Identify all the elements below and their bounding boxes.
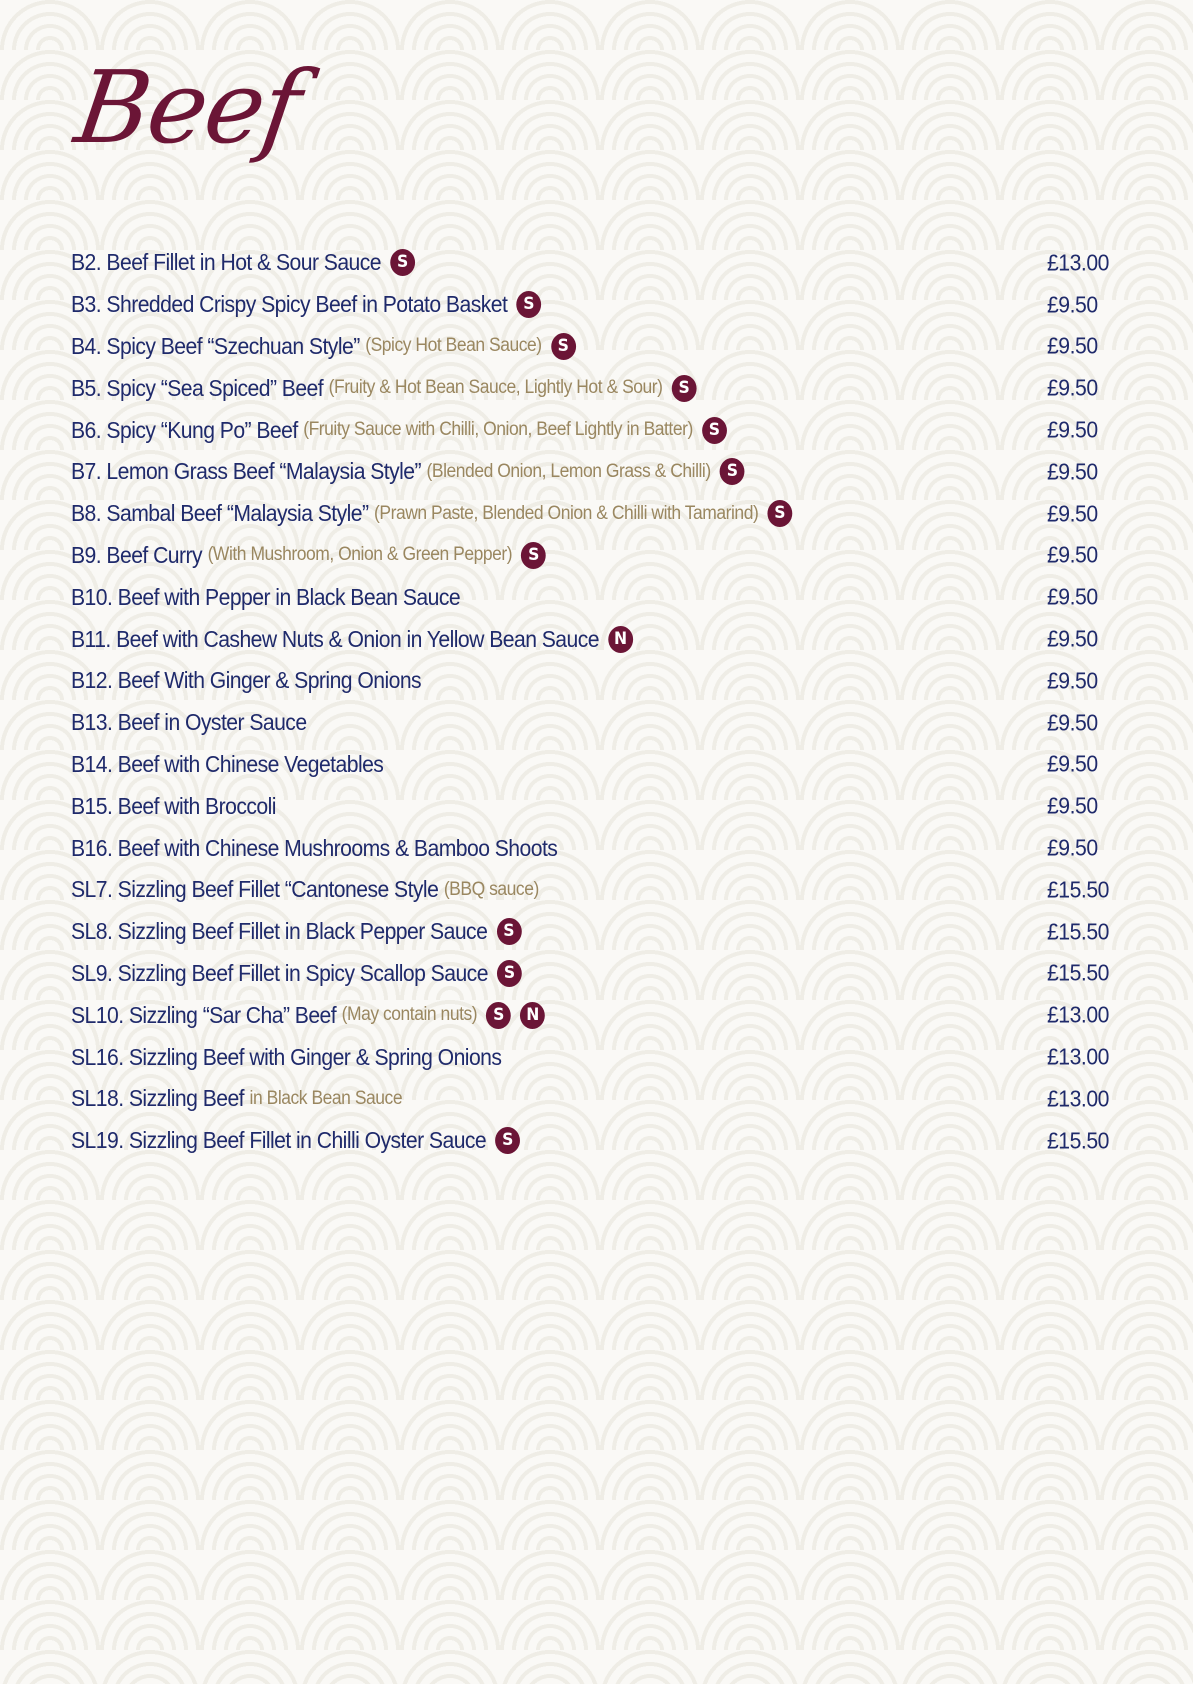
menu-item-name-group xyxy=(71,1002,545,1029)
menu-item-name-group xyxy=(71,500,792,527)
menu-item-name: SL8. Sizzling Beef Fillet in Black Pepper Sauce xyxy=(71,918,488,945)
menu-item-name-group xyxy=(71,626,633,653)
menu-item xyxy=(71,953,1121,995)
menu-item-name-group xyxy=(71,333,576,360)
menu-item xyxy=(71,785,1121,827)
spicy-badge-icon: S xyxy=(486,1002,511,1029)
menu-item-name-group xyxy=(71,960,522,987)
menu-item-price: £9.50 xyxy=(1047,374,1098,401)
menu-item-name: B8. Sambal Beef “Malaysia Style” xyxy=(71,500,369,527)
menu-item-name: B5. Spicy “Sea Spiced” Beef xyxy=(71,374,324,401)
menu-item xyxy=(71,702,1121,744)
menu-item-price: £9.50 xyxy=(1047,416,1098,443)
menu-item xyxy=(71,1036,1121,1078)
spicy-badge-icon: S xyxy=(497,918,522,945)
menu-item-name: B11. Beef with Cashew Nuts & Onion in Yellow Bean Sauce xyxy=(71,625,599,652)
menu-item-price: £13.00 xyxy=(1047,249,1109,276)
menu-item xyxy=(71,367,1121,409)
menu-item-price: £9.50 xyxy=(1047,709,1098,736)
spicy-badge-icon: S xyxy=(672,375,697,402)
menu-item-name-group xyxy=(71,1044,501,1071)
menu-item-name: B6. Spicy “Kung Po” Beef xyxy=(71,416,298,443)
menu-item-price: £9.50 xyxy=(1047,541,1098,568)
menu-item xyxy=(71,493,1121,535)
menu-item-name: B9. Beef Curry xyxy=(71,541,203,568)
menu-item-price: £15.50 xyxy=(1047,918,1109,945)
menu-item xyxy=(71,326,1121,368)
menu-item-name: B12. Beef With Ginger & Spring Onions xyxy=(71,667,422,694)
menu-item-name: B4. Spicy Beef “Szechuan Style” xyxy=(71,332,360,359)
menu-item-note: (Spicy Hot Bean Sauce) xyxy=(365,335,542,357)
menu-item-name-group xyxy=(71,1127,520,1154)
menu-item xyxy=(71,451,1121,493)
menu-item xyxy=(71,1078,1121,1120)
menu-item-note: in Black Bean Sauce xyxy=(249,1087,403,1109)
menu-item-name-group xyxy=(71,417,727,444)
menu-item-name-group xyxy=(71,751,383,778)
menu-item-price: £9.50 xyxy=(1047,792,1098,819)
menu-item-price: £15.50 xyxy=(1047,959,1109,986)
menu-item-price: £15.50 xyxy=(1047,1127,1109,1154)
spicy-badge-icon: S xyxy=(702,417,727,444)
menu-item-name-group xyxy=(71,542,546,569)
menu-item-note: (Fruity Sauce with Chilli, Onion, Beef Lightly in Batter) xyxy=(303,419,693,441)
menu-item-name-group xyxy=(71,458,745,485)
spicy-badge-icon: S xyxy=(720,458,745,485)
menu-item-name: B16. Beef with Chinese Mushrooms & Bamboo Shoots xyxy=(71,834,558,861)
spicy-badge-icon: S xyxy=(390,249,415,276)
spicy-badge-icon: S xyxy=(521,542,546,569)
menu-item-name: B10. Beef with Pepper in Black Bean Sauce xyxy=(71,583,461,610)
menu-item xyxy=(71,409,1121,451)
menu-item xyxy=(71,618,1121,660)
menu-item-price: £13.00 xyxy=(1047,1043,1109,1070)
section-title: Beef xyxy=(68,49,307,166)
menu-item xyxy=(71,535,1121,577)
menu-item-price: £13.00 xyxy=(1047,1085,1109,1112)
menu-item-note: (Blended Onion, Lemon Grass & Chilli) xyxy=(426,460,711,482)
nuts-badge-icon: N xyxy=(608,626,633,653)
spicy-badge-icon: S xyxy=(768,500,793,527)
menu-item-price: £13.00 xyxy=(1047,1001,1109,1028)
menu-item-price: £9.50 xyxy=(1047,291,1098,318)
menu-item-price: £9.50 xyxy=(1047,625,1098,652)
menu-item-name: B2. Beef Fillet in Hot & Sour Sauce xyxy=(71,249,382,276)
menu-item xyxy=(71,869,1121,911)
menu-item-name: SL9. Sizzling Beef Fillet in Spicy Scallop Sauce xyxy=(71,959,488,986)
spicy-badge-icon: S xyxy=(495,1127,520,1154)
menu-item-note: (Fruity & Hot Bean Sauce, Lightly Hot & Sour) xyxy=(328,377,663,399)
menu-item-name-group xyxy=(71,876,539,903)
menu-item-name-group xyxy=(71,1085,402,1112)
menu-item xyxy=(71,242,1121,284)
menu-item xyxy=(71,576,1121,618)
menu-item-price: £15.50 xyxy=(1047,876,1109,903)
menu-item-name: SL7. Sizzling Beef Fillet “Cantonese Style xyxy=(71,876,439,903)
menu-item xyxy=(71,744,1121,786)
menu-item-name-group xyxy=(71,375,697,402)
menu-item-note: (Prawn Paste, Blended Onion & Chilli with Tamarind) xyxy=(374,502,759,524)
menu-item-price: £9.50 xyxy=(1047,834,1098,861)
menu-item-price: £9.50 xyxy=(1047,458,1098,485)
menu-item-price: £9.50 xyxy=(1047,750,1098,777)
menu-item-note: (BBQ sauce) xyxy=(443,878,539,900)
menu-item-name-group xyxy=(71,249,415,276)
spicy-badge-icon: S xyxy=(497,960,522,987)
menu-item-price: £9.50 xyxy=(1047,583,1098,610)
menu-item xyxy=(71,911,1121,953)
spicy-badge-icon: S xyxy=(551,333,576,360)
menu-item-name-group xyxy=(71,667,421,694)
menu-item xyxy=(71,827,1121,869)
menu-item-note: (May contain nuts) xyxy=(341,1004,478,1026)
menu-item-name-group xyxy=(71,835,557,862)
menu-item-name: B14. Beef with Chinese Vegetables xyxy=(71,750,384,777)
menu-item xyxy=(71,1120,1121,1162)
menu-item-name: SL18. Sizzling Beef xyxy=(71,1085,245,1112)
menu-item-name: B7. Lemon Grass Beef “Malaysia Style” xyxy=(71,458,422,485)
menu-item-name-group xyxy=(71,918,521,945)
menu-item xyxy=(71,994,1121,1036)
menu-item-name: SL10. Sizzling “Sar Cha” Beef xyxy=(71,1001,337,1028)
menu-item-name: B15. Beef with Broccoli xyxy=(71,792,276,819)
menu-item-price: £9.50 xyxy=(1047,332,1098,359)
menu-item-price: £9.50 xyxy=(1047,667,1098,694)
menu-list xyxy=(71,242,1121,1162)
menu-item-price: £9.50 xyxy=(1047,500,1098,527)
menu-item-note: (With Mushroom, Onion & Green Pepper) xyxy=(207,544,513,566)
menu-item-name: B3. Shredded Crispy Spicy Beef in Potato Basket xyxy=(71,291,508,318)
menu-item-name-group xyxy=(71,291,541,318)
nuts-badge-icon: N xyxy=(520,1002,545,1029)
menu-item-name: B13. Beef in Oyster Sauce xyxy=(71,709,307,736)
menu-item-name: SL19. Sizzling Beef Fillet in Chilli Oyster Sauce xyxy=(71,1127,487,1154)
menu-item-name-group xyxy=(71,793,276,820)
spicy-badge-icon: S xyxy=(517,291,542,318)
menu-item-name-group xyxy=(71,584,460,611)
menu-item xyxy=(71,660,1121,702)
menu-item-name: SL16. Sizzling Beef with Ginger & Spring Onions xyxy=(71,1043,502,1070)
menu-item-name-group xyxy=(71,709,307,736)
menu-item xyxy=(71,284,1121,326)
